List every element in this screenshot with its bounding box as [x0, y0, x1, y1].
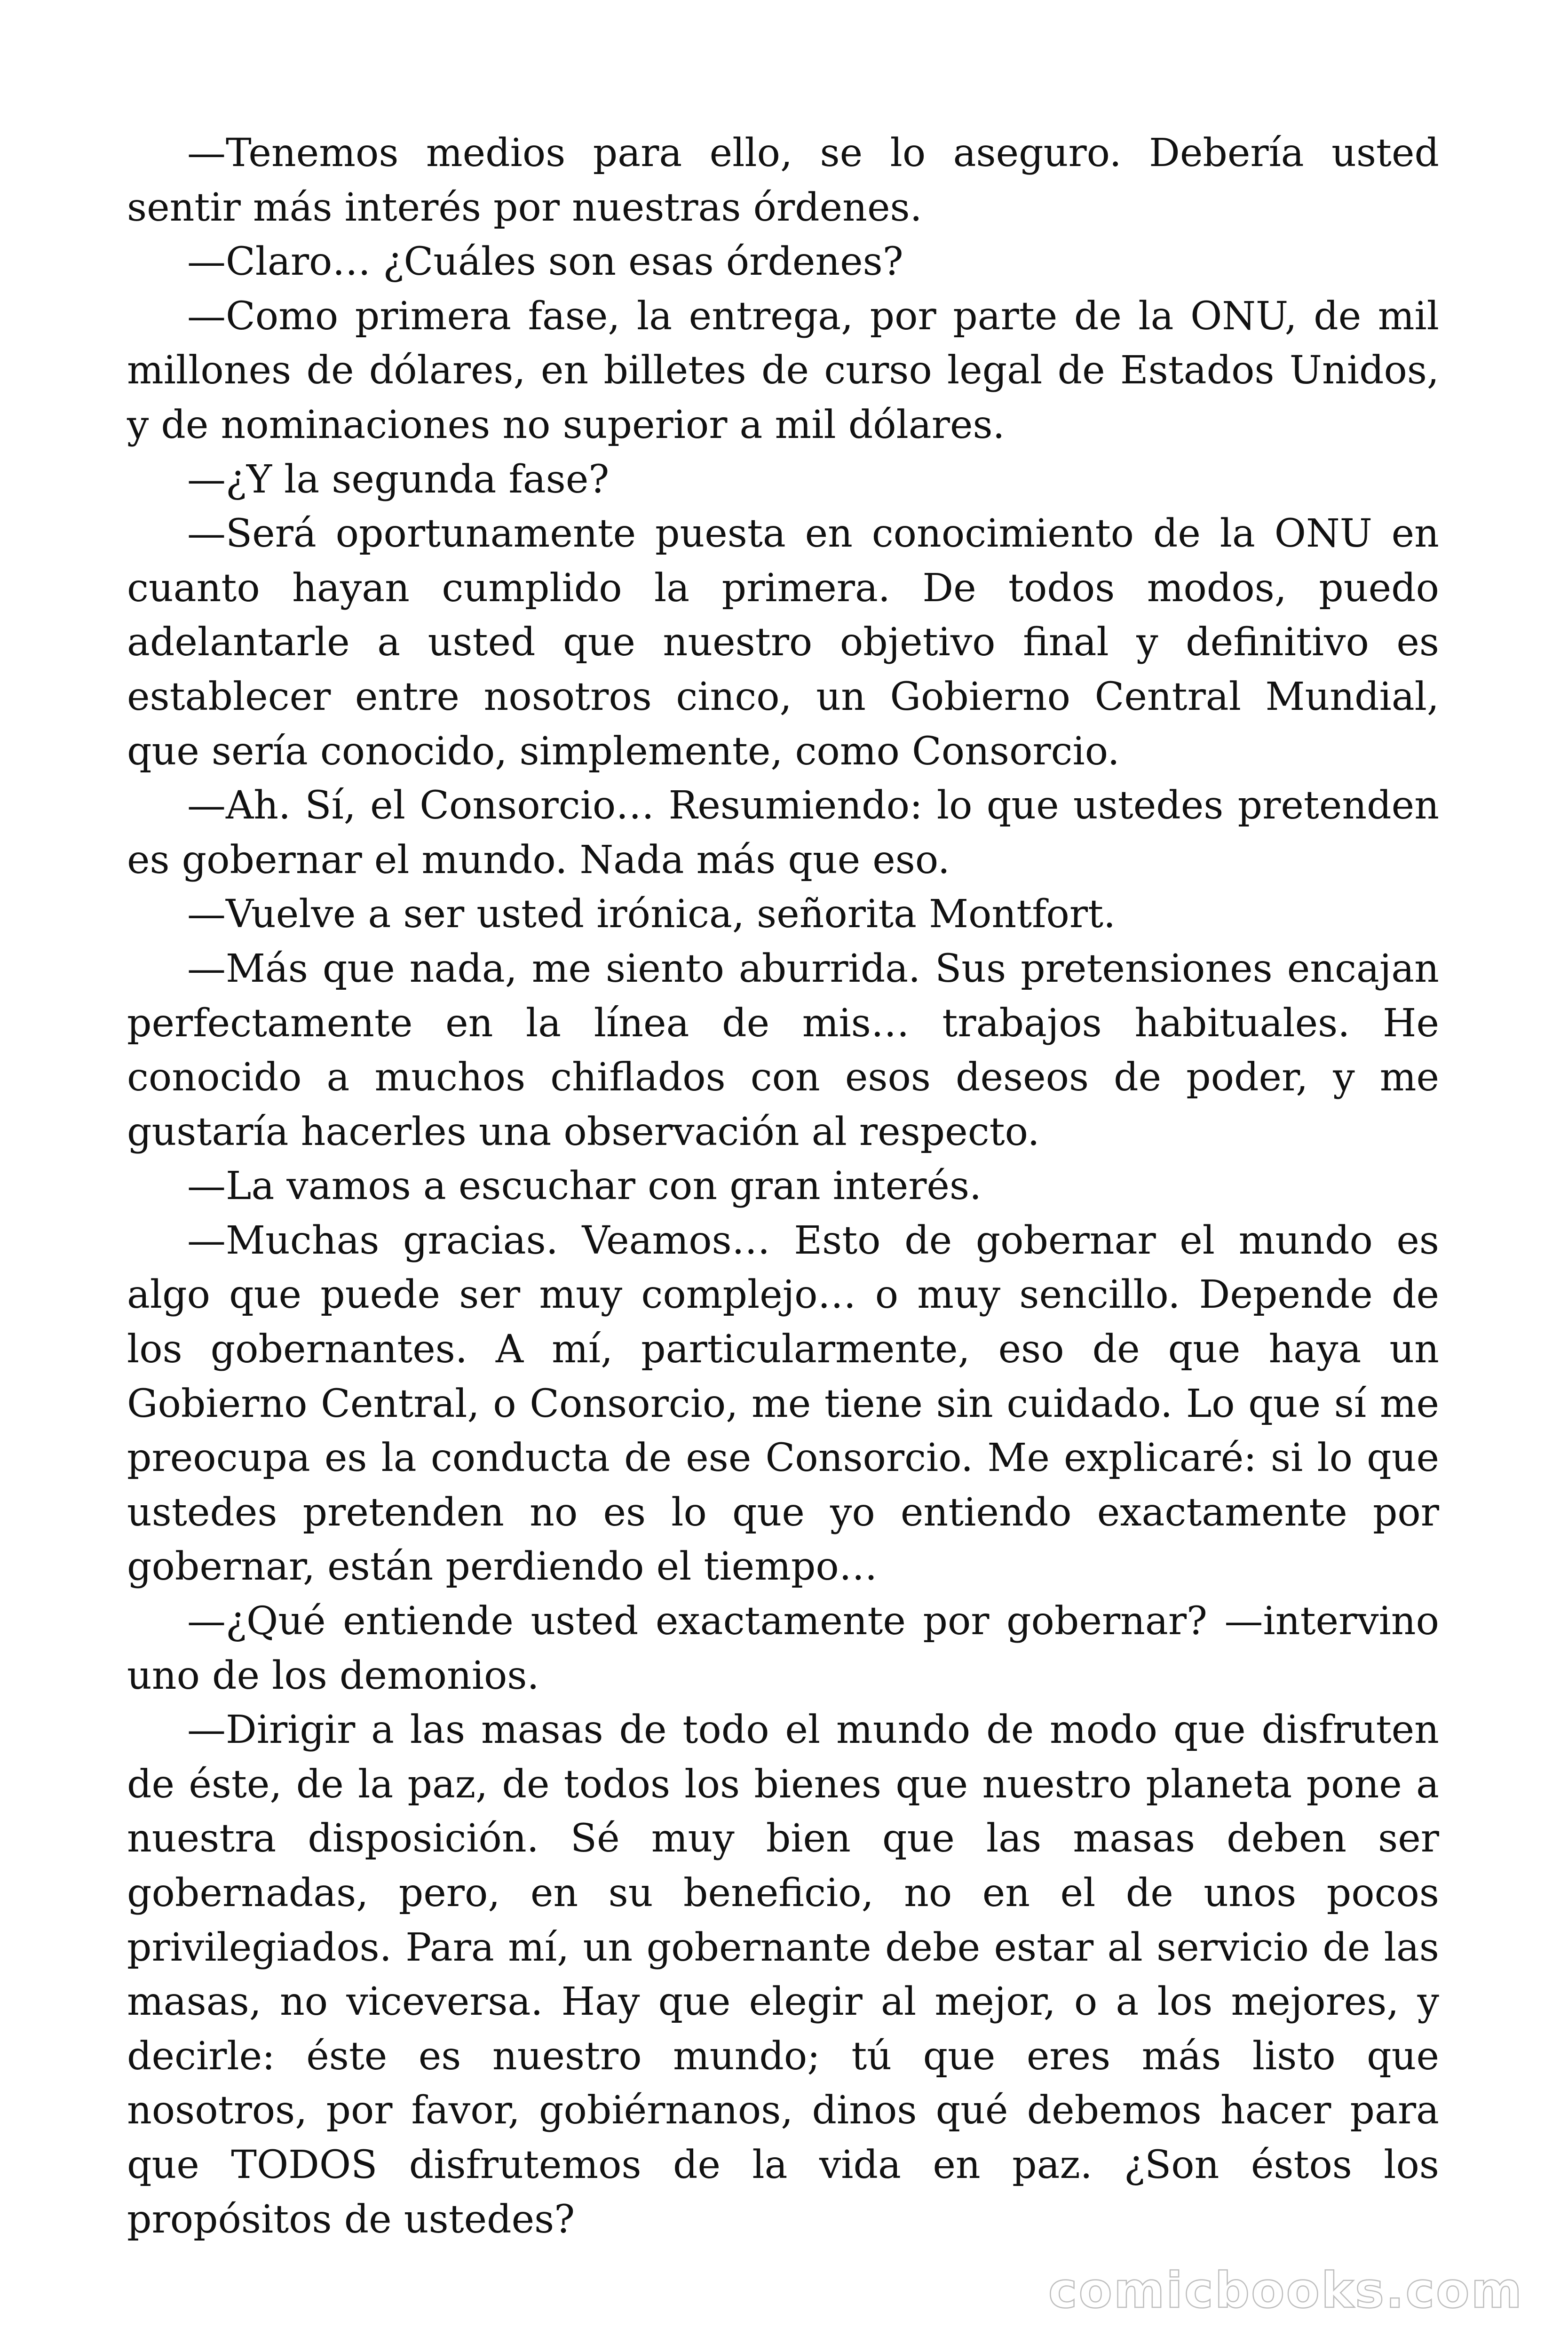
paragraph: —Como primera fase, la entrega, por parte de la ONU, de mil millones de dólares, en billetes de curso legal de Estados Unidos, y de nominaciones no superior a mil dólares. — [127, 294, 1439, 447]
paragraph: —¿Qué entiende usted exactamente por gobernar? —intervino uno de los demonios. — [127, 1599, 1439, 1698]
paragraph: —Vuelve a ser usted irónica, señorita Montfort. — [187, 892, 1116, 937]
paragraph: —La vamos a escuchar con gran interés. — [187, 1164, 982, 1209]
paragraph: —Tenemos medios para ello, se lo aseguro. Debería usted sentir más interés por nuestras órdenes. — [127, 131, 1439, 230]
paragraph: —¿Y la segunda fase? — [187, 457, 610, 502]
paragraph: —Más que nada, me siento aburrida. Sus pretensiones encajan perfectamente en la línea de mis… trabajos habituales. He conocido a muchos chiflados con esos deseos de poder, y me gustaría hacerles una observación al respecto. — [127, 946, 1439, 1154]
paragraph: —Será oportunamente puesta en conocimiento de la ONU en cuanto hayan cumplido la primera. De todos modos, puedo adelantarle a usted que nuestro objetivo final y definitivo es establecer entre nosotros cinco, un Gobierno Central Mundial, que sería conocido, simplemente, como Consorcio. — [127, 511, 1439, 774]
page-body-text — [127, 126, 1439, 2247]
watermark: comicbooks.com — [1048, 2262, 1523, 2319]
paragraph: —Dirigir a las masas de todo el mundo de modo que disfruten de éste, de la paz, de todos los bienes que nuestro planeta pone a nuestra disposición. Sé muy bien que las masas deben ser gobernadas, pero, en su beneficio, no en el de unos pocos privilegiados. Para mí, un gobernante debe estar al servicio de las masas, no viceversa. Hay que elegir al mejor, o a los mejores, y decirle: éste es nuestro mundo; tú que eres más listo que nosotros, por favor, gobiérnanos, dinos qué debemos hacer para que TODOS disfrutemos de la vida en paz. ¿Son éstos los propósitos de ustedes? — [127, 1708, 1439, 2242]
paragraph: —Claro… ¿Cuáles son esas órdenes? — [187, 239, 903, 285]
paragraph: —Ah. Sí, el Consorcio… Resumiendo: lo que ustedes pretenden es gobernar el mundo. Nada más que eso. — [127, 783, 1439, 882]
paragraph: —Muchas gracias. Veamos… Esto de gobernar el mundo es algo que puede ser muy complejo… o muy sencillo. Depende de los gobernantes. A mí, particularmente, eso de que haya un Gobierno Central, o Consorcio, me tiene sin cuidado. Lo que sí me preocupa es la conducta de ese Consorcio. Me explicaré: si lo que ustedes pretenden no es lo que yo entiendo exactamente por gobernar, están perdiendo el tiempo… — [127, 1218, 1439, 1589]
